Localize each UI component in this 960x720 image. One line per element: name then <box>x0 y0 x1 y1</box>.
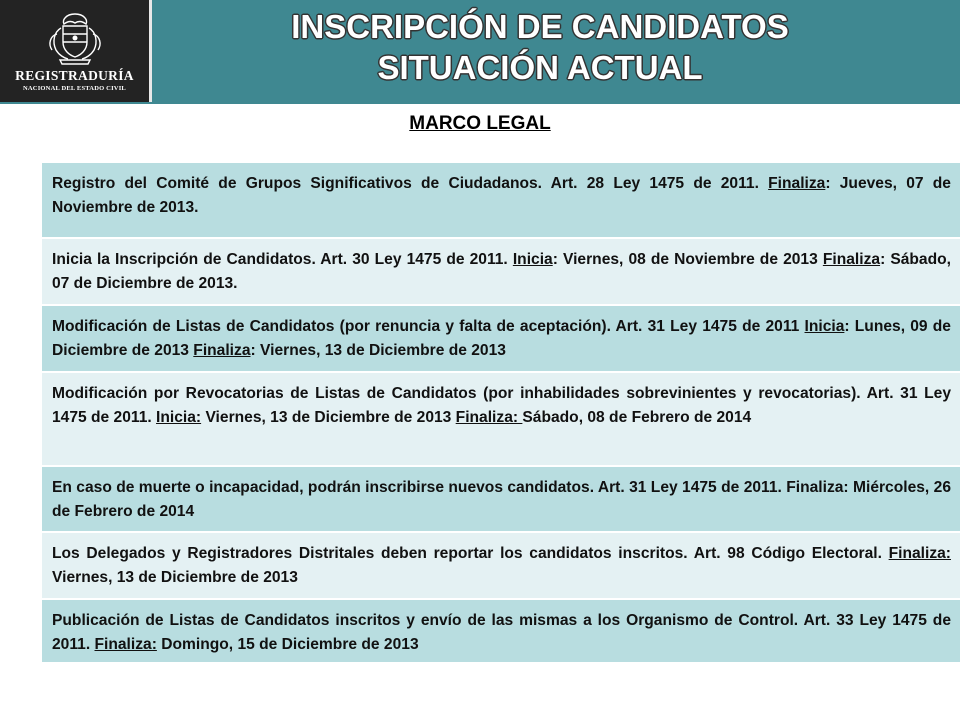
row-label: Finaliza <box>193 342 251 359</box>
legal-framework-table <box>42 163 960 664</box>
logo-subtitle: NACIONAL DEL ESTADO CIVIL <box>23 85 126 92</box>
section-heading: MARCO LEGAL <box>409 113 551 134</box>
table-row: Publicación de Listas de Candidatos inscritos y envío de las mismas a los Organismo de Control. Art. 33 Ley 1475 de 2011. Finaliza: Domingo, 15 de Diciembre de 2013 <box>42 600 960 664</box>
table-row: Modificación de Listas de Candidatos (por renuncia y falta de aceptación). Art. 31 Ley 1475 de 2011 Inicia: Lunes, 09 de Diciembre de 2013 Finaliza: Viernes, 13 de Diciembre de 2013 <box>42 306 960 373</box>
row-label: Finaliza <box>822 251 881 268</box>
page-subtitle: SITUACIÓN ACTUAL <box>377 49 703 86</box>
table-row: Los Delegados y Registradores Distritales deben reportar los candidatos inscritos. Art. 98 Código Electoral. Finaliza: Viernes, 13 de Diciembre de 2013 <box>42 533 960 600</box>
registraduria-logo <box>0 0 152 102</box>
header-banner <box>0 0 960 104</box>
row-label: Finaliza: <box>94 636 157 653</box>
row-label: Finaliza <box>768 175 826 192</box>
table-row: Inicia la Inscripción de Candidatos. Art. 30 Ley 1475 de 2011. Inicia: Viernes, 08 de Noviembre de 2013 Finaliza: Sábado, 07 de Diciembre de 2013. <box>42 239 960 306</box>
row-label: Inicia <box>804 318 845 335</box>
coat-of-arms-icon <box>42 10 108 66</box>
row-label: Finaliza: <box>888 545 951 562</box>
row-label: Inicia <box>512 251 553 268</box>
table-row: Modificación por Revocatorias de Listas de Candidatos (por inhabilidades sobrevinientes y revocatorias). Art. 31 Ley 1475 de 2011. Inicia: Viernes, 13 de Diciembre de 2013 Finaliza: Sábado, 08 de Febrero de 2014 <box>42 373 960 467</box>
table-row: Registro del Comité de Grupos Significativos de Ciudadanos. Art. 28 Ley 1475 de 2011. Finaliza: Jueves, 07 de Noviembre de 2013. <box>42 163 960 239</box>
table-row: En caso de muerte o incapacidad, podrán inscribirse nuevos candidatos. Art. 31 Ley 1475 de 2011. Finaliza: Miércoles, 26 de Febrero de 2014 <box>42 467 960 533</box>
logo-name: REGISTRADURÍA <box>15 68 134 83</box>
row-label: Inicia: <box>156 409 202 426</box>
page-title: INSCRIPCIÓN DE CANDIDATOS <box>291 8 789 45</box>
row-label: Finaliza: <box>455 409 523 426</box>
